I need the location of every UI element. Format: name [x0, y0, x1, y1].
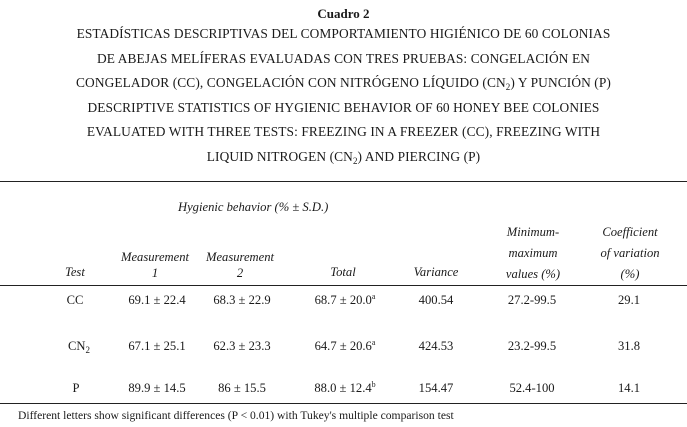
- cell-test: P: [72, 381, 80, 395]
- cell-test: $CN_2$: [68, 339, 90, 355]
- cell-measurement-1: 67.1 ± 25.1: [128, 339, 186, 353]
- cell-variance: 400.54: [418, 293, 454, 307]
- header-variance: Variance: [413, 265, 459, 279]
- caption-english-line-1: DESCRIPTIVE STATISTICS OF HYGIENIC BEHAVIOR OF 60 HONEY BEE COLONIES: [87, 99, 600, 115]
- group-header-hygienic-behavior: Hygienic behavior (% ± S.D.): [178, 200, 329, 214]
- cell-measurement-2: 62.3 ± 23.3: [213, 339, 271, 353]
- cell-variance: 154.47: [418, 381, 454, 395]
- table-footnote: Different letters show significant differences (P < 0.01) with Tukey's multiple comparison test: [18, 409, 454, 422]
- caption-english-line-3: LIQUID NITROGEN $(CN_2)$ AND PIERCING (P): [206, 148, 481, 166]
- table-bottom-rule: [0, 403, 687, 404]
- caption-english-line-2: EVALUATED WITH THREE TESTS: FREEZING IN A FREEZER (CC), FREEZING WITH: [86, 124, 601, 140]
- caption-spanish-line-3: CONGELADOR (CC), CONGELACIÓN CON NITRÓGENO LÍQUIDO $(CN_2)$ Y PUNCIÓN (P): [76, 75, 611, 93]
- cell-measurement-1: 69.1 ± 22.4: [128, 293, 186, 307]
- cell-measurement-1: 89.9 ± 14.5: [128, 381, 186, 395]
- header-total: Total: [330, 265, 356, 279]
- table-top-rule: [0, 181, 687, 182]
- cell-total: 68.7 ± 20.0$^a$: [314, 292, 376, 307]
- cell-measurement-2: 86 ± 15.5: [218, 381, 266, 395]
- table-caption: [0, 6, 687, 170]
- header-bottom-rule: [0, 285, 687, 286]
- cell-measurement-2: 68.3 ± 22.9: [213, 293, 271, 307]
- cell-minmax: 23.2-99.5: [507, 339, 557, 353]
- cell-minmax: 27.2-99.5: [507, 293, 557, 307]
- caption-spanish-line-2: DE ABEJAS MELÍFERAS EVALUADAS CON TRES PRUEBAS: CONGELACIÓN EN: [96, 50, 591, 66]
- cell-cv: 14.1: [617, 381, 641, 395]
- cell-minmax: 52.4-100: [509, 381, 555, 395]
- caption-spanish-line-1: ESTADÍSTICAS DESCRIPTIVAS DEL COMPORTAMIENTO HIGIÉNICO DE 60 COLONIAS: [76, 26, 611, 41]
- cell-total: 64.7 ± 20.6$^a$: [314, 338, 376, 353]
- cell-total: 88.0 ± 12.4$^b$: [314, 380, 376, 395]
- cell-variance: 424.53: [418, 339, 454, 353]
- header-measurement-1: Measurement 1: [120, 250, 190, 280]
- header-minmax: Minimum- maximum values (%): [505, 225, 561, 281]
- cell-cv: 29.1: [617, 293, 641, 307]
- header-test: Test: [65, 265, 85, 279]
- table-label: Cuadro 2: [317, 6, 370, 21]
- cell-cv: 31.8: [617, 339, 641, 353]
- cell-test: CC: [66, 293, 84, 307]
- header-measurement-2: Measurement 2: [205, 250, 275, 280]
- header-coefficient-of-variation: Coefficient of variation (%): [600, 225, 660, 281]
